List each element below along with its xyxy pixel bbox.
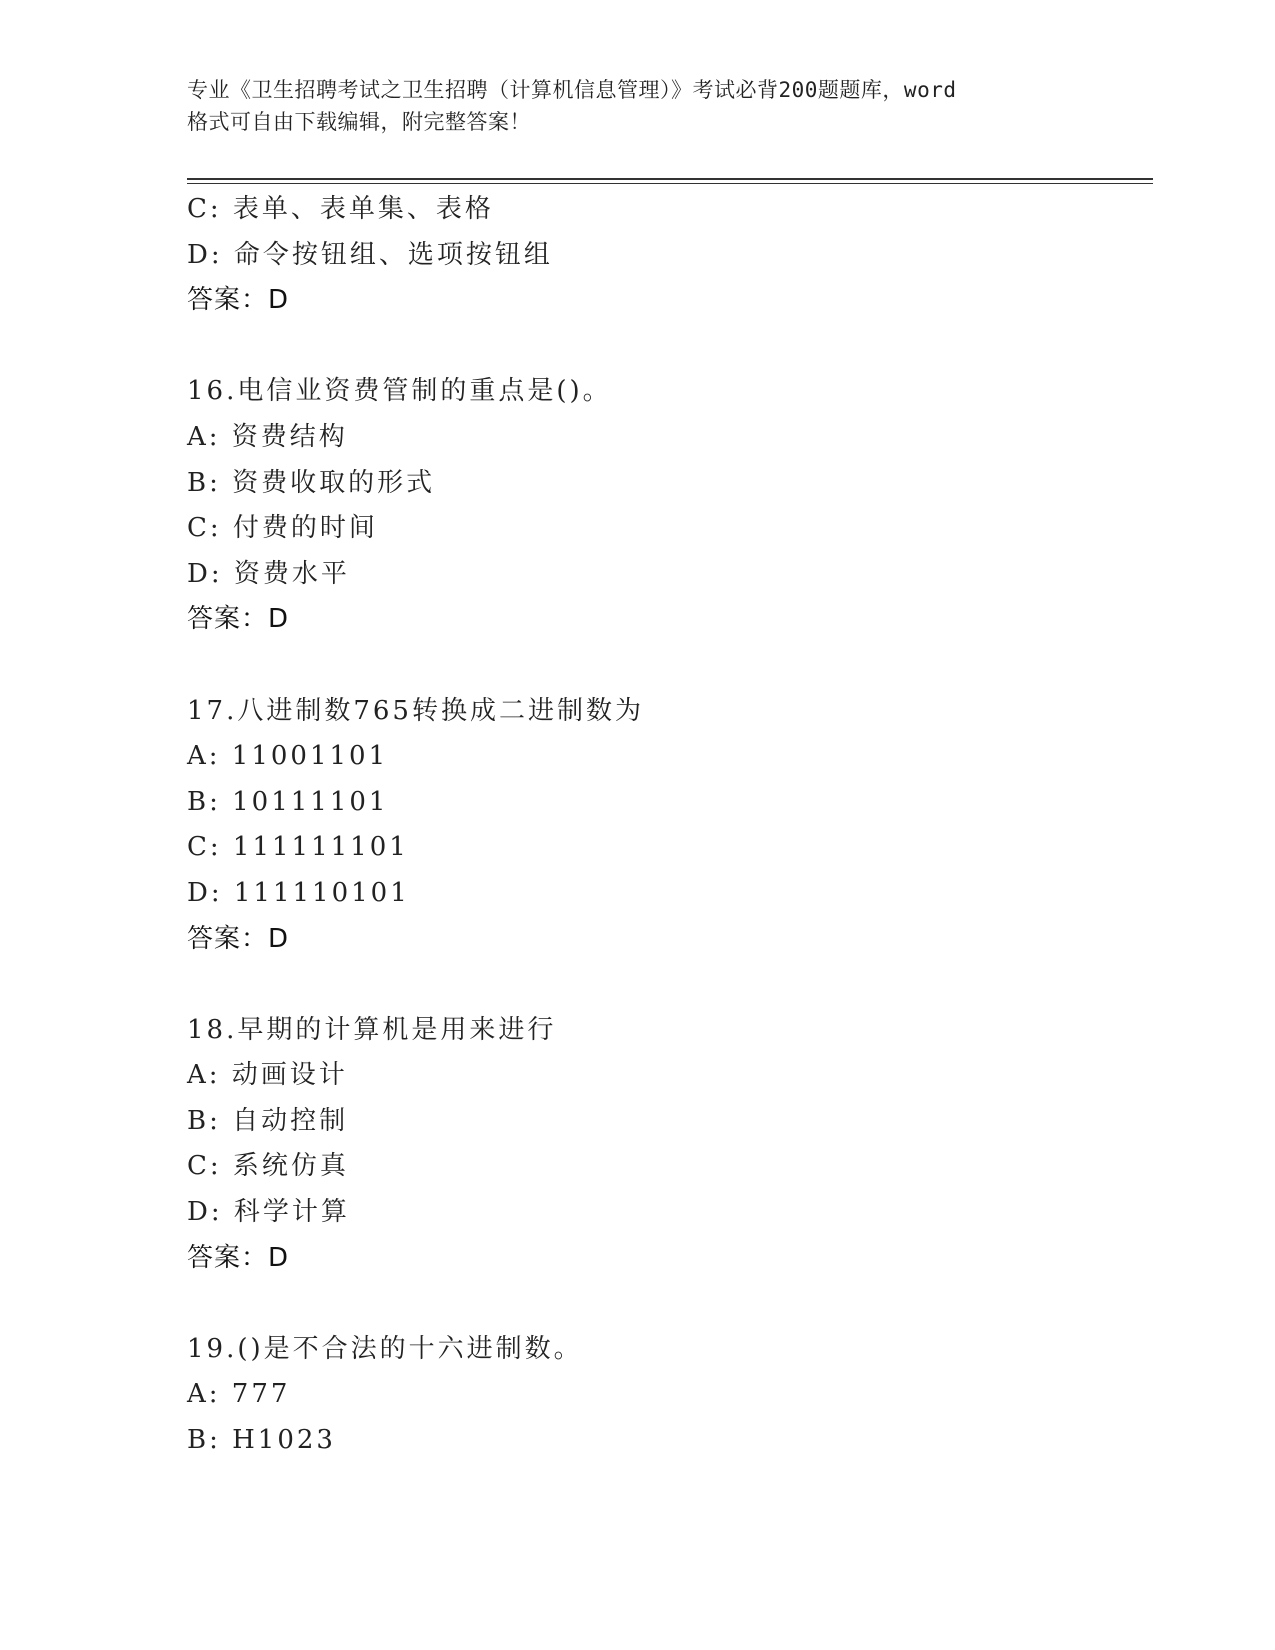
header-divider-thin (187, 183, 1153, 184)
spacer (187, 1281, 1147, 1327)
q16-option-d: D: 资费水平 (187, 558, 350, 589)
q18-question: 18.早期的计算机是用来进行 (187, 1014, 557, 1045)
q18-option-c: C: 系统仿真 (187, 1151, 349, 1182)
header-divider-thick (187, 178, 1153, 180)
q16-answer: 答案：D (187, 604, 290, 635)
q19-question: 19.()是不合法的十六进制数。 (187, 1333, 583, 1364)
q15-option-c: C: 表单、表单集、表格 (187, 194, 494, 224)
q17-answer: 答案：D (187, 923, 290, 954)
question-block-18 (187, 1008, 1147, 1282)
q18-option-d: D: 科学计算 (187, 1197, 350, 1228)
question-block-16 (187, 369, 1147, 643)
q17-option-b: B: 10111101 (187, 786, 389, 817)
q17-option-a: A: 11001101 (187, 741, 389, 772)
question-block-19 (187, 1327, 1147, 1464)
q16-question: 16.电信业资费管制的重点是()。 (187, 376, 612, 407)
q18-answer: 答案：D (187, 1242, 290, 1273)
q15-answer: 答案：D (187, 285, 290, 316)
question-list (187, 187, 1147, 1464)
header-line-1: 专业《卫生招聘考试之卫生招聘（计算机信息管理）》考试必背200题题库，word (187, 78, 957, 102)
document-header (187, 74, 1087, 138)
q17-option-d: D: 111110101 (187, 877, 410, 908)
spacer (187, 643, 1147, 689)
q17-question: 17.八进制数765转换成二进制数为 (187, 695, 644, 726)
q17-option-c: C: 111111101 (187, 832, 409, 863)
spacer (187, 324, 1147, 370)
question-block-17 (187, 689, 1147, 963)
spacer (187, 962, 1147, 1008)
q18-option-b: B: 自动控制 (187, 1105, 349, 1136)
q19-option-b: B: H1023 (187, 1425, 336, 1456)
header-line-2: 格式可自由下载编辑，附完整答案！ (187, 110, 531, 134)
q16-option-b: B: 资费收取的形式 (187, 467, 436, 498)
q18-option-a: A: 动画设计 (187, 1060, 348, 1091)
q15-option-d: D: 命令按钮组、选项按钮组 (187, 239, 553, 270)
question-block-15 (187, 187, 1147, 324)
q16-option-a: A: 资费结构 (187, 421, 348, 452)
q19-option-a: A: 777 (187, 1379, 291, 1410)
q16-option-c: C: 付费的时间 (187, 513, 378, 544)
